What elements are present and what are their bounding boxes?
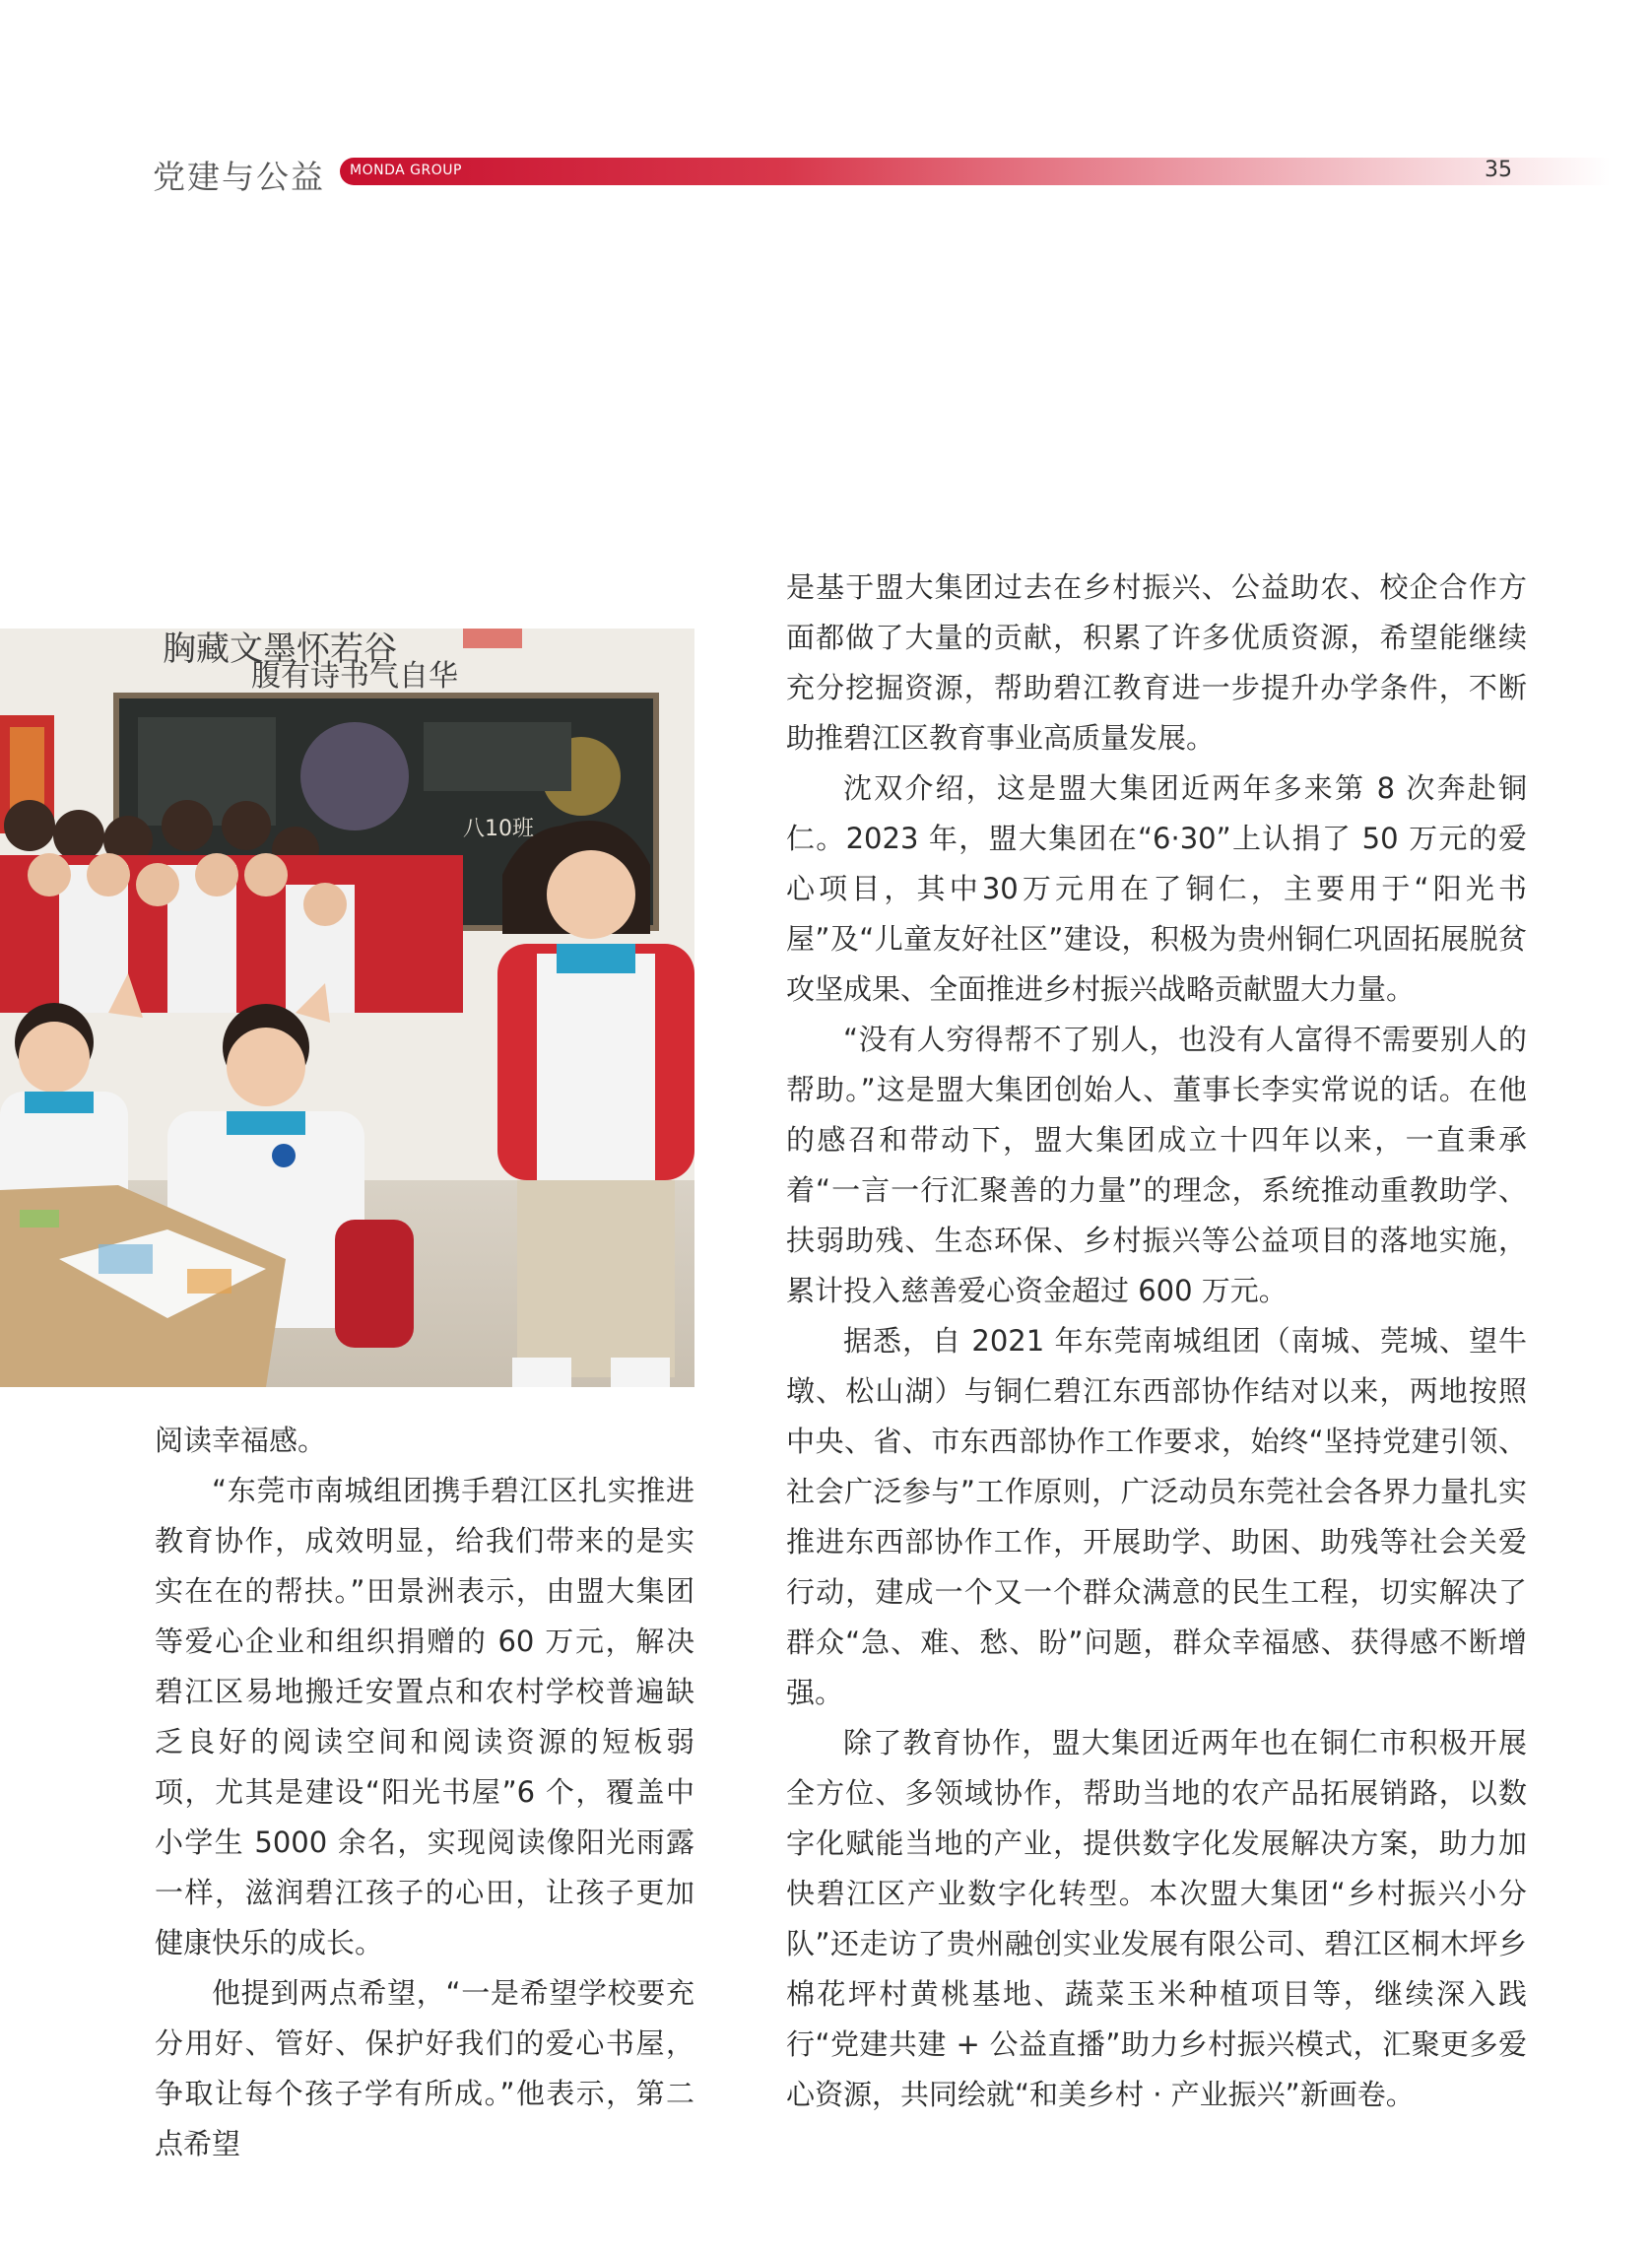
left-paragraph-1: 阅读幸福感。 — [155, 1424, 327, 1457]
page-header — [153, 148, 1512, 197]
class-label: 八10班 — [463, 817, 534, 841]
left-paragraph-3: 他提到两点希望，“一是希望学校要充分用好、管好、保护好我们的爱心书屋，争取让每个孩子学有所成。”他表示，第二点希望 — [155, 1976, 694, 2160]
right-paragraph-4: 据悉，自 2021 年东莞南城组团（南城、莞城、望牛墩、松山湖）与铜仁碧江东西部协作结对以来，两地按照中央、省、市东西部协作工作要求，始终“坚持党建引领、社会广泛参与”工作原则，广泛动员东莞社会各界力量扎实推进东西部协作工作，开展助学、助困、助残等社会关爱行动，建成一个又一个群众满意的民生工程，切实解决了群众“急、难、愁、盼”问题，群众幸福感、获得感不断增强。 — [786, 1324, 1527, 1709]
section-title: 党建与公益 — [153, 158, 325, 196]
right-paragraph-2: 沈双介绍，这是盟大集团近两年多来第 8 次奔赴铜仁。2023 年，盟大集团在“6·30”上认捐了 50 万元的爱心项目，其中30万元用在了铜仁，主要用于“阳光书屋”及“儿童友好社区”建设，积极为贵州铜仁巩固拓展脱贫攻坚成果、全面推进乡村振兴战略贡献盟大力量。 — [786, 771, 1527, 1006]
right-text-column — [786, 563, 1527, 2120]
left-paragraph-2: “东莞市南城组团携手碧江区扎实推进教育协作，成效明显，给我们带来的是实实在在的帮扶。”田景洲表示，由盟大集团等爱心企业和组织捐赠的 60 万元，解决碧江区易地搬迁安置点和农村学校普遍缺乏良好的阅读空间和阅读资源的短板弱项，尤其是建设“阳光书屋”6 个，覆盖中小学生 5000 余名，实现阅读像阳光雨露一样，滋润碧江孩子的心田，让孩子更加健康快乐的成长。 — [155, 1474, 694, 1959]
page-number: 35 — [1485, 158, 1512, 182]
right-paragraph-5: 除了教育协作，盟大集团近两年也在铜仁市积极开展全方位、多领域协作，帮助当地的农产品拓展销路，以数字化赋能当地的产业，提供数字化发展解决方案，助力加快碧江区产业数字化转型。本次盟大集团“乡村振兴小分队”还走访了贵州融创实业发展有限公司、碧江区桐木坪乡棉花坪村黄桃基地、蔬菜玉米种植项目等，继续深入践行“党建共建 + 公益直播”助力乡村振兴模式，汇聚更多爱心资源，共同绘就“和美乡村 · 产业振兴”新画卷。 — [786, 1726, 1527, 2111]
classroom-photo — [0, 629, 694, 1387]
classroom-photo-illustration — [0, 629, 694, 1387]
brand-label: MONDA GROUP — [350, 163, 462, 178]
header-bar — [340, 158, 1611, 185]
right-paragraph-3: “没有人穷得帮不了别人，也没有人富得不需要别人的帮助。”这是盟大集团创始人、董事长李实常说的话。在他的感召和带动下，盟大集团成立十四年以来，一直秉承着“一言一行汇聚善的力量”的理念，系统推动重教助学、扶弱助残、生态环保、乡村振兴等公益项目的落地实施，累计投入慈善爱心资金超过 600 万元。 — [786, 1023, 1527, 1307]
left-text-column — [155, 1416, 694, 2169]
banner-line-2: 腹有诗书气自华 — [251, 659, 458, 694]
right-paragraph-1: 是基于盟大集团过去在乡村振兴、公益助农、校企合作方面都做了大量的贡献，积累了许多优质资源，希望能继续充分挖掘资源，帮助碧江教育进一步提升办学条件，不断助推碧江区教育事业高质量发展。 — [786, 570, 1527, 755]
banner-line-1: 胸藏文墨怀若谷 — [163, 630, 397, 669]
